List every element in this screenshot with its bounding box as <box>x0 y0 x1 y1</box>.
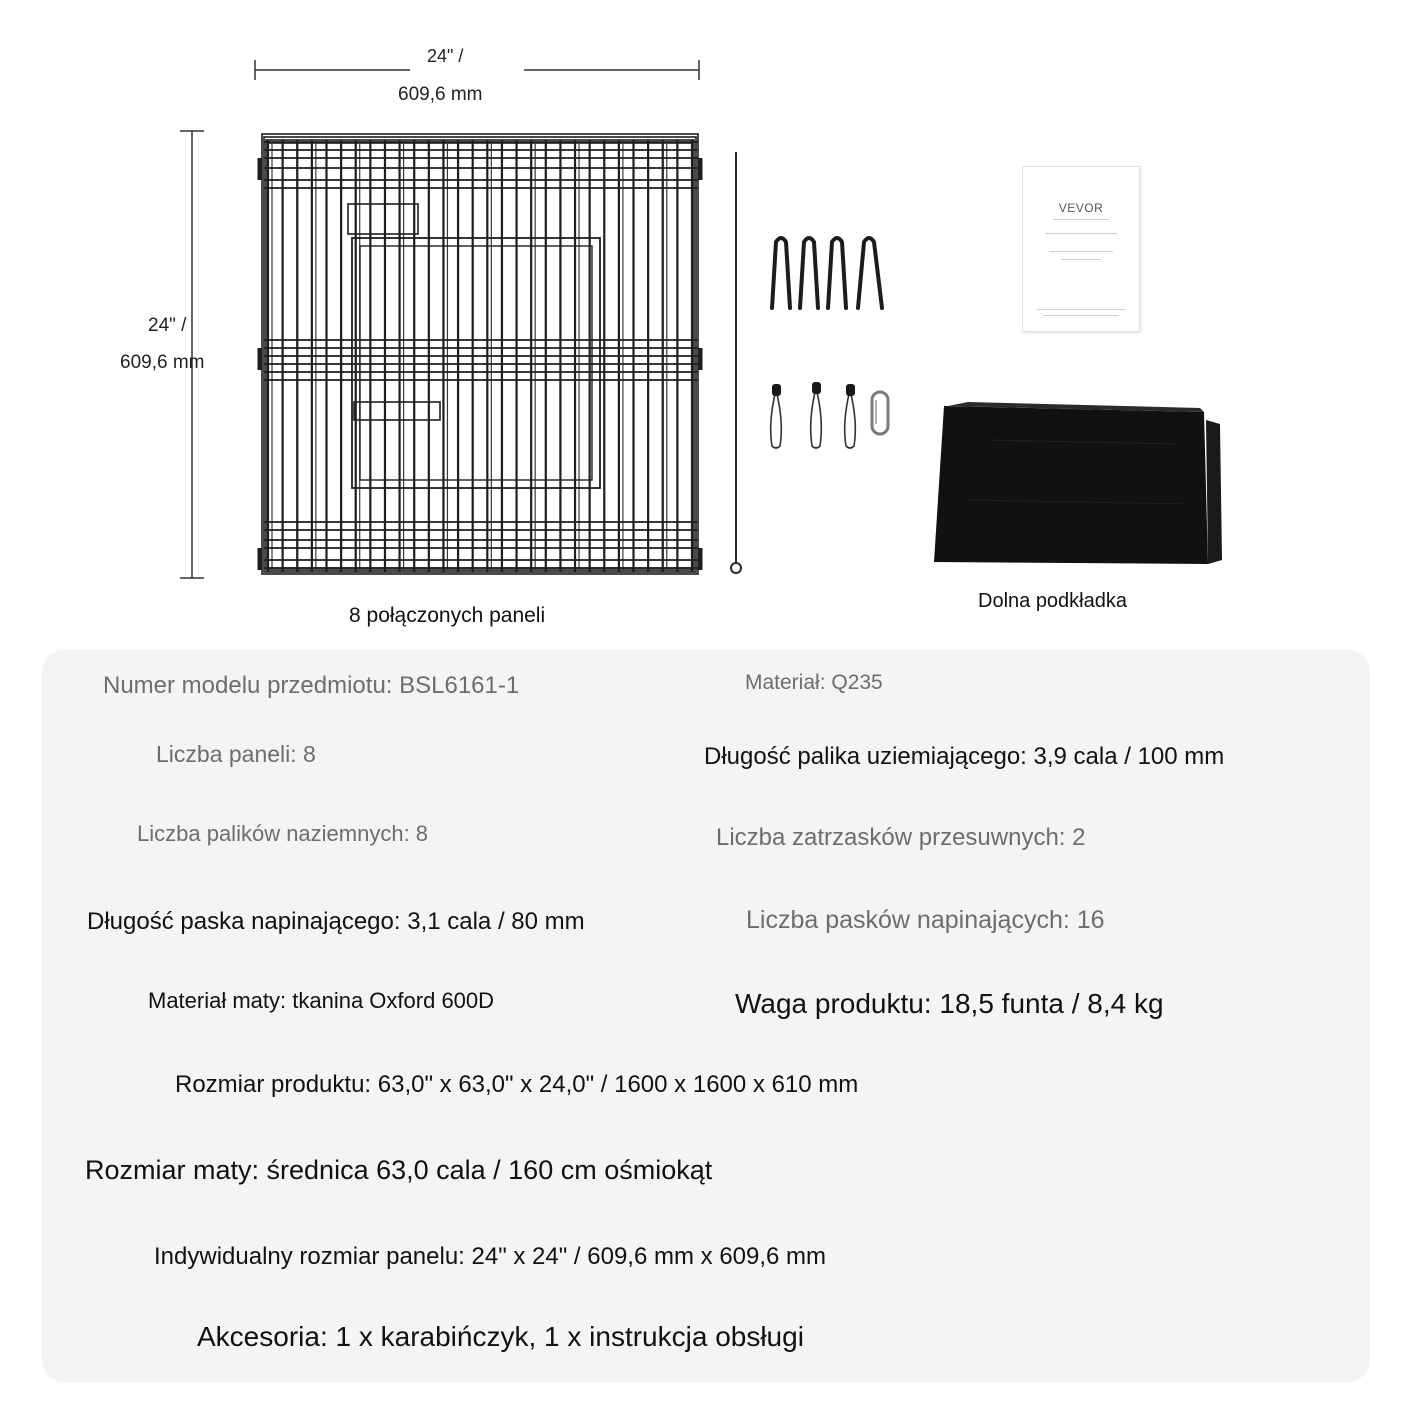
spec-stake-length: Długość palika uziemiającego: 3,9 cala / 100 mm <box>704 743 1225 770</box>
spec-material: Materiał: Q235 <box>745 671 883 694</box>
width-dimension-line <box>250 58 705 82</box>
spec-mat-size: Rozmiar maty: średnica 63,0 cala / 160 cm ośmiokąt <box>85 1155 713 1185</box>
fence-panels-image <box>256 128 706 584</box>
manual-brand-label: VEVOR <box>1058 201 1104 215</box>
panels-caption: 8 połączonych paneli <box>349 604 546 627</box>
mat-caption: Dolna podkładka <box>978 590 1127 612</box>
spec-model-number: Numer modelu przedmiotu: BSL6161-1 <box>103 672 520 699</box>
spec-panel-count: Liczba paneli: 8 <box>156 741 316 767</box>
specifications-panel <box>42 650 1370 1382</box>
height-label-mm: 609,6 mm <box>120 352 205 373</box>
spec-panel-size: Indywidualny rozmiar panelu: 24" x 24" / 609,6 mm x 609,6 mm <box>154 1243 827 1270</box>
bottom-mat-image <box>928 400 1224 572</box>
ground-stake-rod-image <box>726 150 746 580</box>
spec-strap-count: Liczba pasków napinających: 16 <box>746 906 1105 934</box>
width-label-inch: 24" / <box>427 46 464 66</box>
height-label-inch: 24" / <box>148 315 187 336</box>
spec-stake-count: Liczba palików naziemnych: 8 <box>137 821 429 846</box>
spec-strap-length: Długość paska napinającego: 3,1 cala / 80 mm <box>87 908 585 935</box>
spec-accessories: Akcesoria: 1 x karabińczyk, 1 x instrukcja obsługi <box>197 1321 804 1352</box>
tension-straps-image <box>764 378 898 454</box>
spec-weight: Waga produktu: 18,5 funta / 8,4 kg <box>735 988 1164 1019</box>
instruction-manual-image <box>1022 166 1140 332</box>
width-label-mm: 609,6 mm <box>398 84 483 105</box>
spec-latch-count: Liczba zatrzasków przesuwnych: 2 <box>716 824 1086 851</box>
spec-mat-material: Materiał maty: tkanina Oxford 600D <box>148 988 495 1013</box>
spec-product-size: Rozmiar produktu: 63,0" x 63,0" x 24,0" / 1600 x 1600 x 610 mm <box>175 1071 859 1098</box>
ground-stakes-image <box>764 232 894 314</box>
